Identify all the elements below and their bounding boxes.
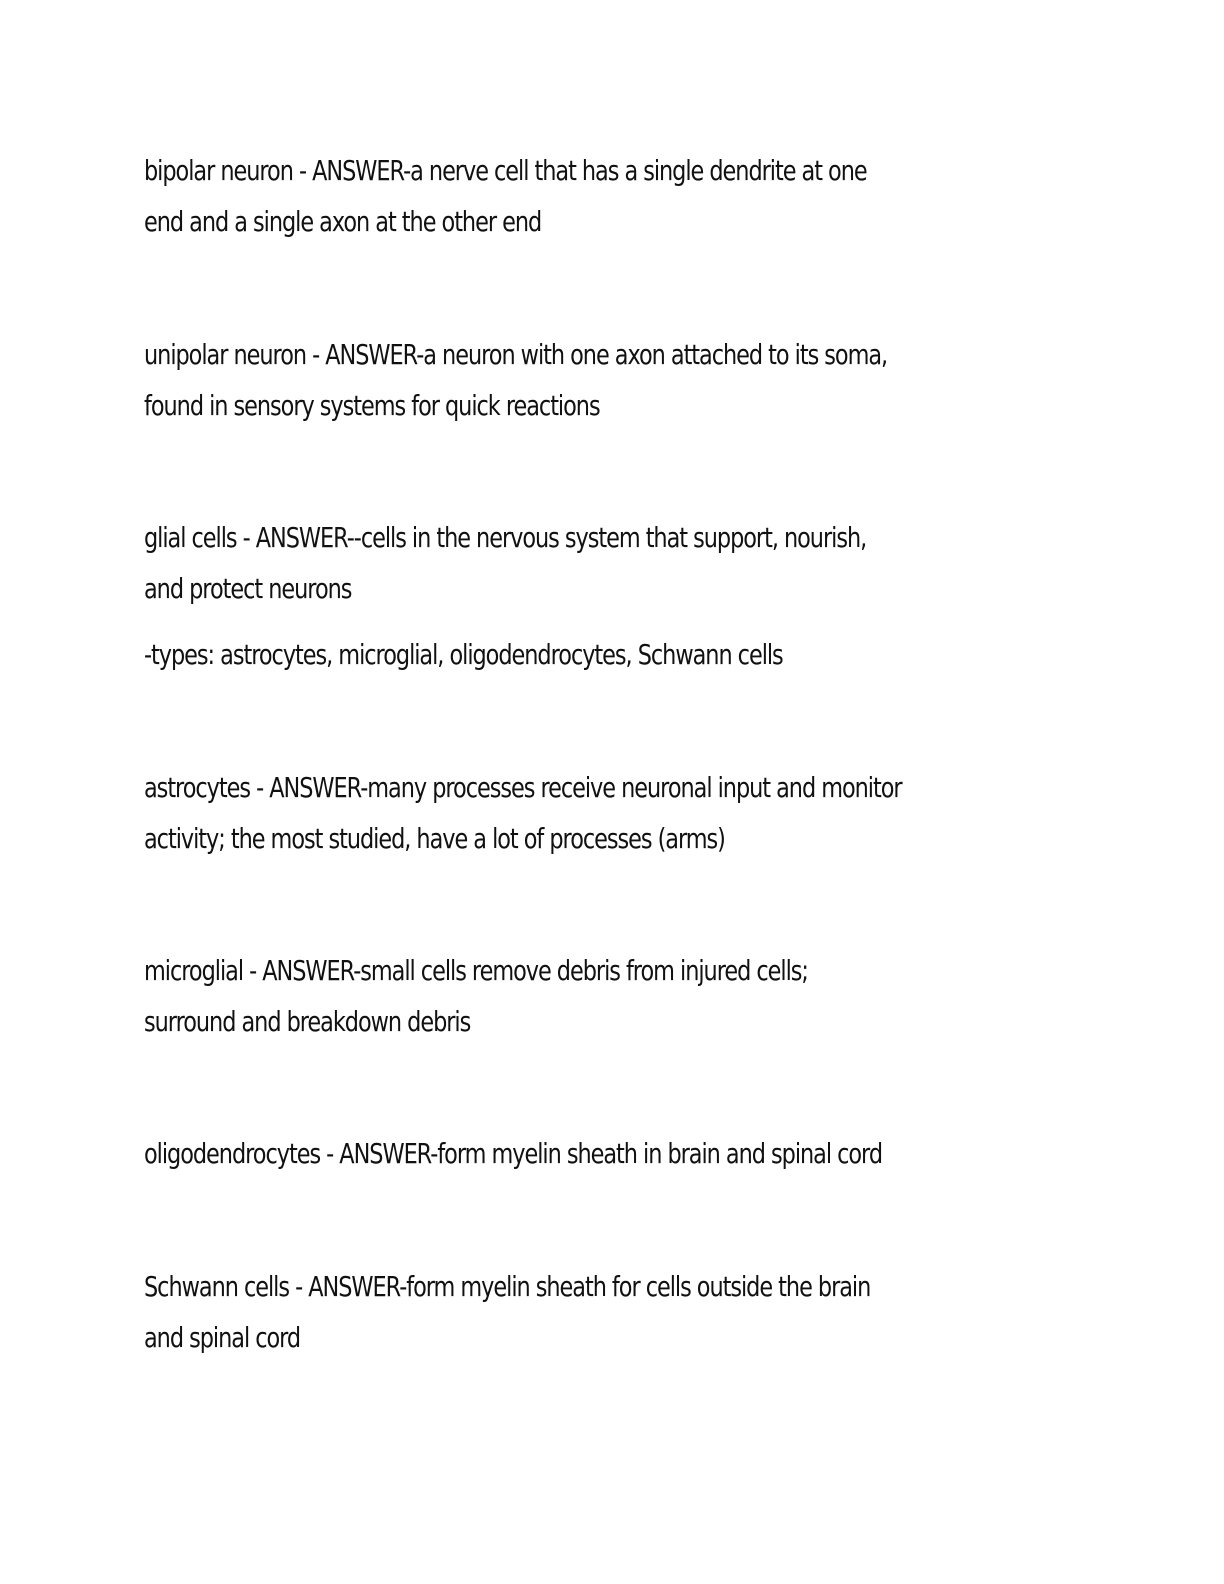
entry-glial-cells bbox=[144, 512, 1084, 614]
entry-microglial bbox=[144, 945, 1084, 1047]
entry-astrocytes bbox=[144, 762, 1084, 864]
entry-line: activity; the most studied, have a lot of processes (arms) bbox=[144, 822, 725, 855]
entry-line: oligodendrocytes - ANSWER-form myelin sheath in brain and spinal cord bbox=[144, 1137, 882, 1170]
entry-line: found in sensory systems for quick reactions bbox=[144, 389, 600, 422]
entry-line: and protect neurons bbox=[144, 572, 352, 605]
entry-line: end and a single axon at the other end bbox=[144, 205, 542, 238]
entry-line: astrocytes - ANSWER-many processes receive neuronal input and monitor bbox=[144, 771, 902, 804]
entry-line: and spinal cord bbox=[144, 1321, 301, 1354]
entry-unipolar-neuron bbox=[144, 329, 1084, 431]
entry-line: unipolar neuron - ANSWER-a neuron with one axon attached to its soma, bbox=[144, 338, 888, 371]
entry-schwann-cells bbox=[144, 1261, 1084, 1363]
entry-line: bipolar neuron - ANSWER-a nerve cell that has a single dendrite at one bbox=[144, 154, 867, 187]
entry-bipolar-neuron bbox=[144, 145, 1084, 247]
entry-line: Schwann cells - ANSWER-form myelin sheath for cells outside the brain bbox=[144, 1270, 871, 1303]
entry-line: microglial - ANSWER-small cells remove debris from injured cells; bbox=[144, 954, 808, 987]
entry-oligodendrocytes bbox=[144, 1128, 1084, 1179]
entry-glial-types bbox=[144, 629, 1084, 680]
entry-line: -types: astrocytes, microglial, oligodendrocytes, Schwann cells bbox=[144, 638, 783, 671]
entry-line: surround and breakdown debris bbox=[144, 1005, 471, 1038]
entry-line: glial cells - ANSWER--cells in the nervous system that support, nourish, bbox=[144, 521, 867, 554]
